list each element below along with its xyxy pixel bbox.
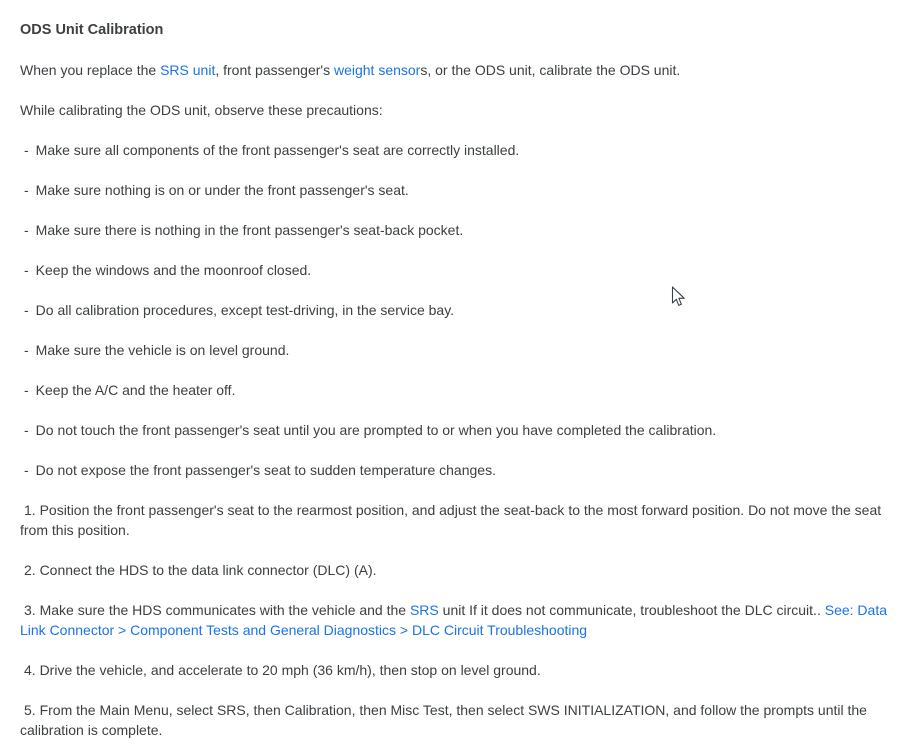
bullet-dash: -	[24, 382, 29, 398]
text-run: 3. Make sure the HDS communicates with the vehicle and the	[24, 602, 410, 618]
step-item	[20, 600, 895, 640]
text-run: When you replace the	[20, 62, 161, 78]
text-run: s, or the ODS unit, calibrate the ODS unit.	[420, 62, 681, 78]
precaution-text: Do not expose the front passenger's seat to sudden temperature changes.	[35, 462, 496, 478]
list-item	[20, 180, 895, 200]
precaution-text: Make sure all components of the front passenger's seat are correctly installed.	[35, 142, 520, 158]
precautions-intro: While calibrating the ODS unit, observe these precautions:	[20, 102, 383, 118]
list-item	[20, 260, 895, 280]
bullet-dash: -	[24, 142, 29, 158]
text-link[interactable]: SRS unit	[160, 62, 216, 78]
intro-paragraph	[20, 60, 895, 80]
step-item	[20, 700, 895, 740]
text-link[interactable]: weight sensor	[333, 62, 421, 78]
list-item	[20, 300, 895, 320]
list-item	[20, 420, 895, 440]
step-item	[20, 500, 895, 540]
bullet-dash: -	[24, 462, 29, 478]
text-run: 5. From the Main Menu, select SRS, then Calibration, then Misc Test, then select SWS INITIALIZATION, and follow the prompts until the calibration is complete.	[20, 702, 867, 738]
page-title: ODS Unit Calibration	[20, 22, 164, 38]
text-run: unit If it does not communicate, troubleshoot the DLC circuit..	[438, 602, 825, 618]
list-item	[20, 340, 895, 360]
precaution-text: Keep the windows and the moonroof closed.	[35, 262, 312, 278]
bullet-dash: -	[24, 182, 29, 198]
list-item	[20, 380, 895, 400]
bullet-dash: -	[24, 302, 29, 318]
text-run: 2. Connect the HDS to the data link connector (DLC) (A).	[24, 562, 377, 578]
precaution-text: Make sure nothing is on or under the front passenger's seat.	[35, 182, 409, 198]
precautions-list	[20, 140, 895, 480]
bullet-dash: -	[24, 262, 29, 278]
list-item	[20, 220, 895, 240]
precaution-text: Make sure the vehicle is on level ground.	[35, 342, 290, 358]
step-item	[20, 560, 895, 580]
list-item	[20, 140, 895, 160]
bullet-dash: -	[24, 422, 29, 438]
list-item	[20, 460, 895, 480]
text-run: 1. Position the front passenger's seat to the rearmost position, and adjust the seat-back to the most forward position. Do not move the seat from this position.	[20, 502, 882, 538]
steps-list	[20, 500, 895, 740]
text-run: 4. Drive the vehicle, and accelerate to 20 mph (36 km/h), then stop on level ground.	[24, 662, 541, 678]
precaution-text: Make sure there is nothing in the front passenger's seat-back pocket.	[35, 222, 464, 238]
precaution-text: Keep the A/C and the heater off.	[35, 382, 236, 398]
text-run: , front passenger's	[215, 62, 334, 78]
bullet-dash: -	[24, 222, 29, 238]
precaution-text: Do not touch the front passenger's seat until you are prompted to or when you have completed the calibration.	[35, 422, 717, 438]
text-link[interactable]: SRS	[409, 602, 439, 618]
bullet-dash: -	[24, 342, 29, 358]
text-link[interactable]: See: Data Link Connector > Component Tests and General Diagnostics > DLC Circuit Troubleshooting	[20, 602, 887, 638]
step-item	[20, 660, 895, 680]
precaution-text: Do all calibration procedures, except test-driving, in the service bay.	[35, 302, 455, 318]
